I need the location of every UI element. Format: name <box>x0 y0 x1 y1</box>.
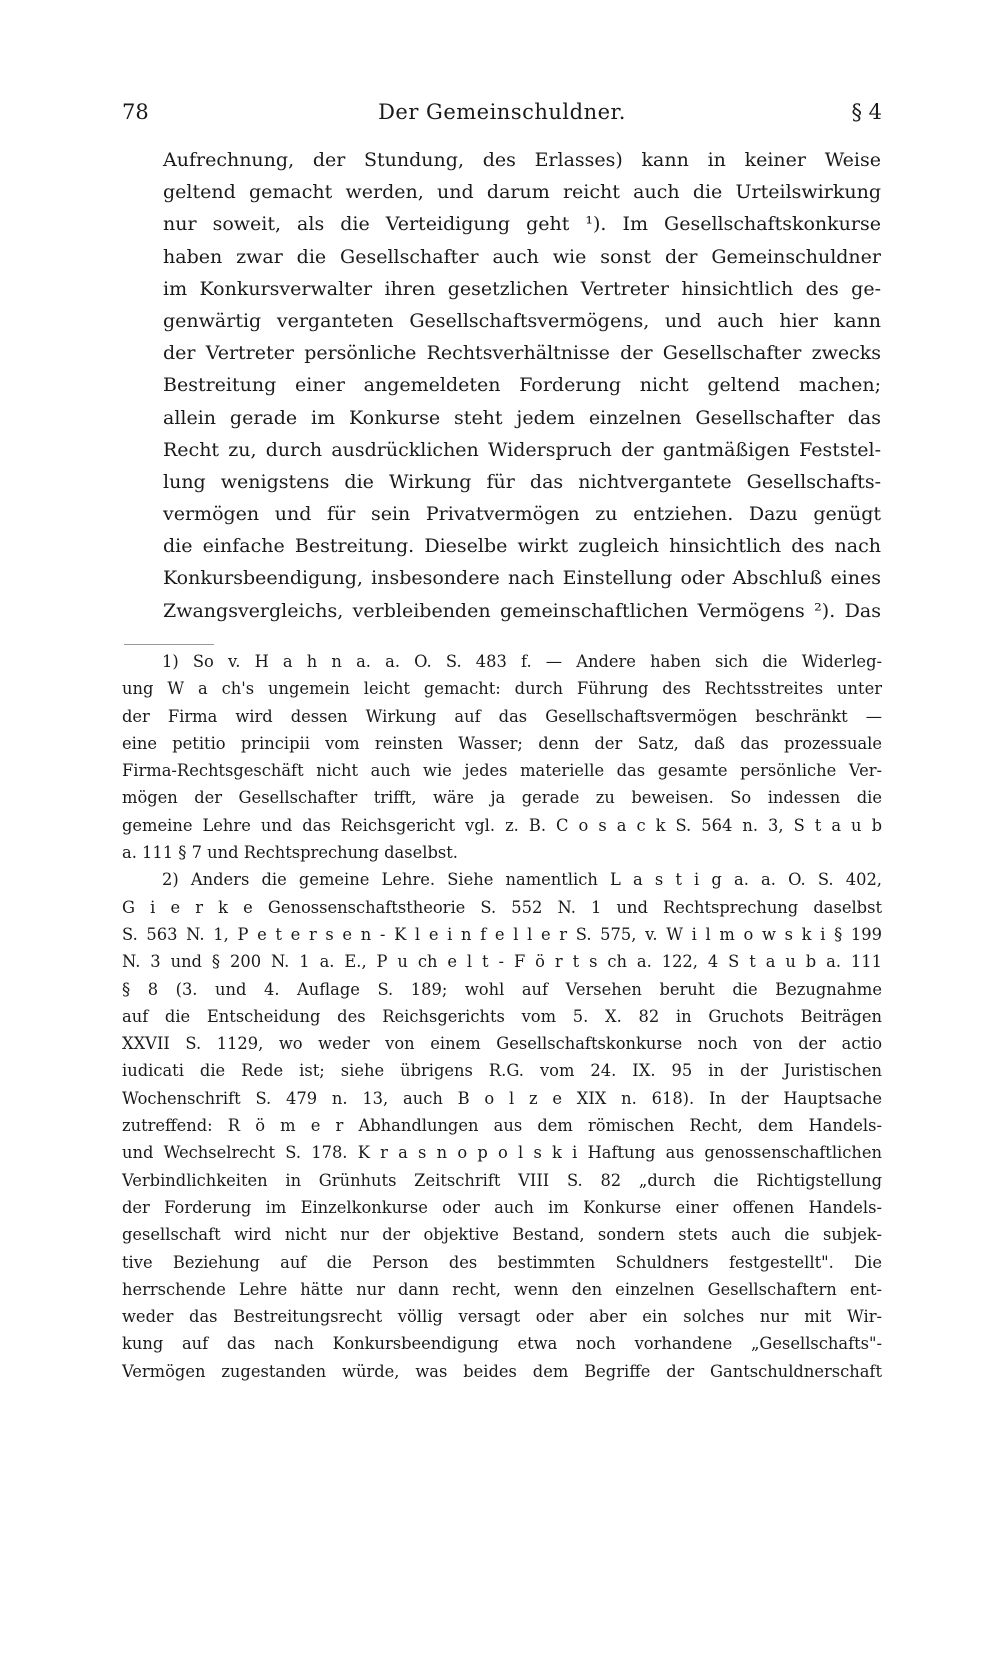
footnote-1-line: mögen der Gesellschafter trifft, wäre ja gerade zu beweisen. So indessen die <box>122 788 882 808</box>
footnote-2-line: XXVII S. 1129, wo weder von einem Gesellschaftskonkurse noch von der actio <box>122 1034 882 1054</box>
footnote-2-line: der Forderung im Einzelkonkurse oder auch im Konkurse einer offenen Handels- <box>122 1197 882 1217</box>
section-mark: § 4 <box>851 100 882 124</box>
footnote-1-line: a. 111 § 7 und Rechtsprechung daselbst. <box>122 843 458 863</box>
footnote-1-line: ung W a ch's ungemein leicht gemacht: durch Führung des Rechtsstreites unter <box>122 679 882 699</box>
text-line: der Vertreter persönliche Rechtsverhältnisse der Gesellschafter zwecks <box>163 342 881 365</box>
footnote-2-line: Vermögen zugestanden würde, was beides dem Begriffe der Gantschuldnerschaft <box>122 1361 882 1381</box>
running-header <box>122 100 882 130</box>
text-line: genwärtig verganteten Gesellschaftsvermögens, und auch hier kann <box>163 309 881 332</box>
text-line: Zwangsvergleichs, verbleibenden gemeinschaftlichen Vermögens ²). Das <box>163 599 881 622</box>
text-line: Bestreitung einer angemeldeten Forderung nicht geltend machen; <box>163 374 881 397</box>
text-line: die einfache Bestreitung. Dieselbe wirkt zugleich hinsichtlich des nach <box>163 535 881 558</box>
footnote-2-line: S. 563 N. 1, P e t e r s e n - K l e i n f e l l e r S. 575, v. W i l m o w s k i § 199 <box>122 924 882 944</box>
footnote-2-line: weder das Bestreitungsrecht völlig versagt oder aber ein solches nur mit Wir- <box>122 1307 882 1327</box>
page-number: 78 <box>122 100 149 124</box>
footnote-1-line: der Firma wird dessen Wirkung auf das Gesellschaftsvermögen beschränkt — <box>122 706 882 726</box>
text-line: lung wenigstens die Wirkung für das nichtvergantete Gesellschafts- <box>163 470 881 493</box>
footnote-2-line: 2) Anders die gemeine Lehre. Siehe namentlich L a s t i g a. a. O. S. 402, <box>162 870 882 890</box>
text-line: Recht zu, durch ausdrücklichen Widerspruch der gantmäßigen Feststel- <box>163 438 881 461</box>
footnote-1-line: eine petitio principii vom reinsten Wasser; denn der Satz, daß das prozessuale <box>122 733 882 753</box>
footnote-2-line: kung auf das nach Konkursbeendigung etwa noch vorhandene „Gesellschafts"- <box>122 1334 882 1354</box>
text-line: nur soweit, als die Verteidigung geht ¹). Im Gesellschaftskonkurse <box>163 213 881 236</box>
text-line: Konkursbeendigung, insbesondere nach Einstellung oder Abschluß eines <box>163 567 881 590</box>
footnote-1-line: 1) So v. H a h n a. a. O. S. 483 f. — Andere haben sich die Widerleg- <box>162 652 882 671</box>
footnote-2-line: und Wechselrecht S. 178. K r a s n o p o l s k i Haftung aus genossenschaftlichen <box>122 1143 882 1163</box>
footnote-2-line: zutreffend: R ö m e r Abhandlungen aus dem römischen Recht, dem Handels- <box>122 1116 882 1136</box>
footnote-2-line: G i e r k e Genossenschaftstheorie S. 552 N. 1 und Rechtsprechung daselbst <box>122 897 882 917</box>
footnote-2-line: § 8 (3. und 4. Auflage S. 189; wohl auf Versehen beruht die Bezugnahme <box>122 979 882 999</box>
footnote-2-line: auf die Entscheidung des Reichsgerichts vom 5. X. 82 in Gruchots Beiträgen <box>122 1006 882 1026</box>
footnote-2-line: tive Beziehung auf die Person des bestimmten Schuldners festgestellt". Die <box>122 1252 882 1272</box>
text-line: allein gerade im Konkurse steht jedem einzelnen Gesellschafter das <box>163 406 881 429</box>
running-title: Der Gemeinschuldner. <box>378 100 626 124</box>
footnote-2-line: N. 3 und § 200 N. 1 a. E., P u ch e l t - F ö r t s ch a. 122, 4 S t a u b a. 111 <box>122 952 882 972</box>
footnotes <box>122 648 882 1385</box>
footnote-1-line: Firma-Rechtsgeschäft nicht auch wie jedes materielle das gesamte persönliche Ver- <box>122 761 882 781</box>
text-line: haben zwar die Gesellschafter auch wie sonst der Gemeinschuldner <box>163 245 881 268</box>
footnote-2-line: Wochenschrift S. 479 n. 13, auch B o l z e XIX n. 618). In der Hauptsache <box>122 1088 882 1108</box>
text-line: geltend gemacht werden, und darum reicht auch die Urteilswirkung <box>163 181 881 204</box>
text-line: im Konkursverwalter ihren gesetzlichen Vertreter hinsichtlich des ge- <box>163 277 881 300</box>
footnote-2-line: herrschende Lehre hätte nur dann recht, wenn den einzelnen Gesellschaftern ent- <box>122 1279 882 1299</box>
footnote-2-line: Verbindlichkeiten in Grünhuts Zeitschrift VIII S. 82 „durch die Richtigstellung <box>122 1170 882 1190</box>
footnote-1-line: gemeine Lehre und das Reichsgericht vgl. z. B. C o s a c k S. 564 n. 3, S t a u b <box>122 815 882 835</box>
footnote-divider <box>124 644 214 645</box>
main-text <box>163 144 881 627</box>
text-line: vermögen und für sein Privatvermögen zu entziehen. Dazu genügt <box>163 503 881 526</box>
footnote-2-line: iudicati die Rede ist; siehe übrigens R.G. vom 24. IX. 95 in der Juristischen <box>122 1061 882 1081</box>
text-line: Aufrechnung, der Stundung, des Erlasses) kann in keiner Weise <box>163 149 881 171</box>
footnote-2-line: gesellschaft wird nicht nur der objektive Bestand, sondern stets auch die subjek- <box>122 1225 882 1245</box>
